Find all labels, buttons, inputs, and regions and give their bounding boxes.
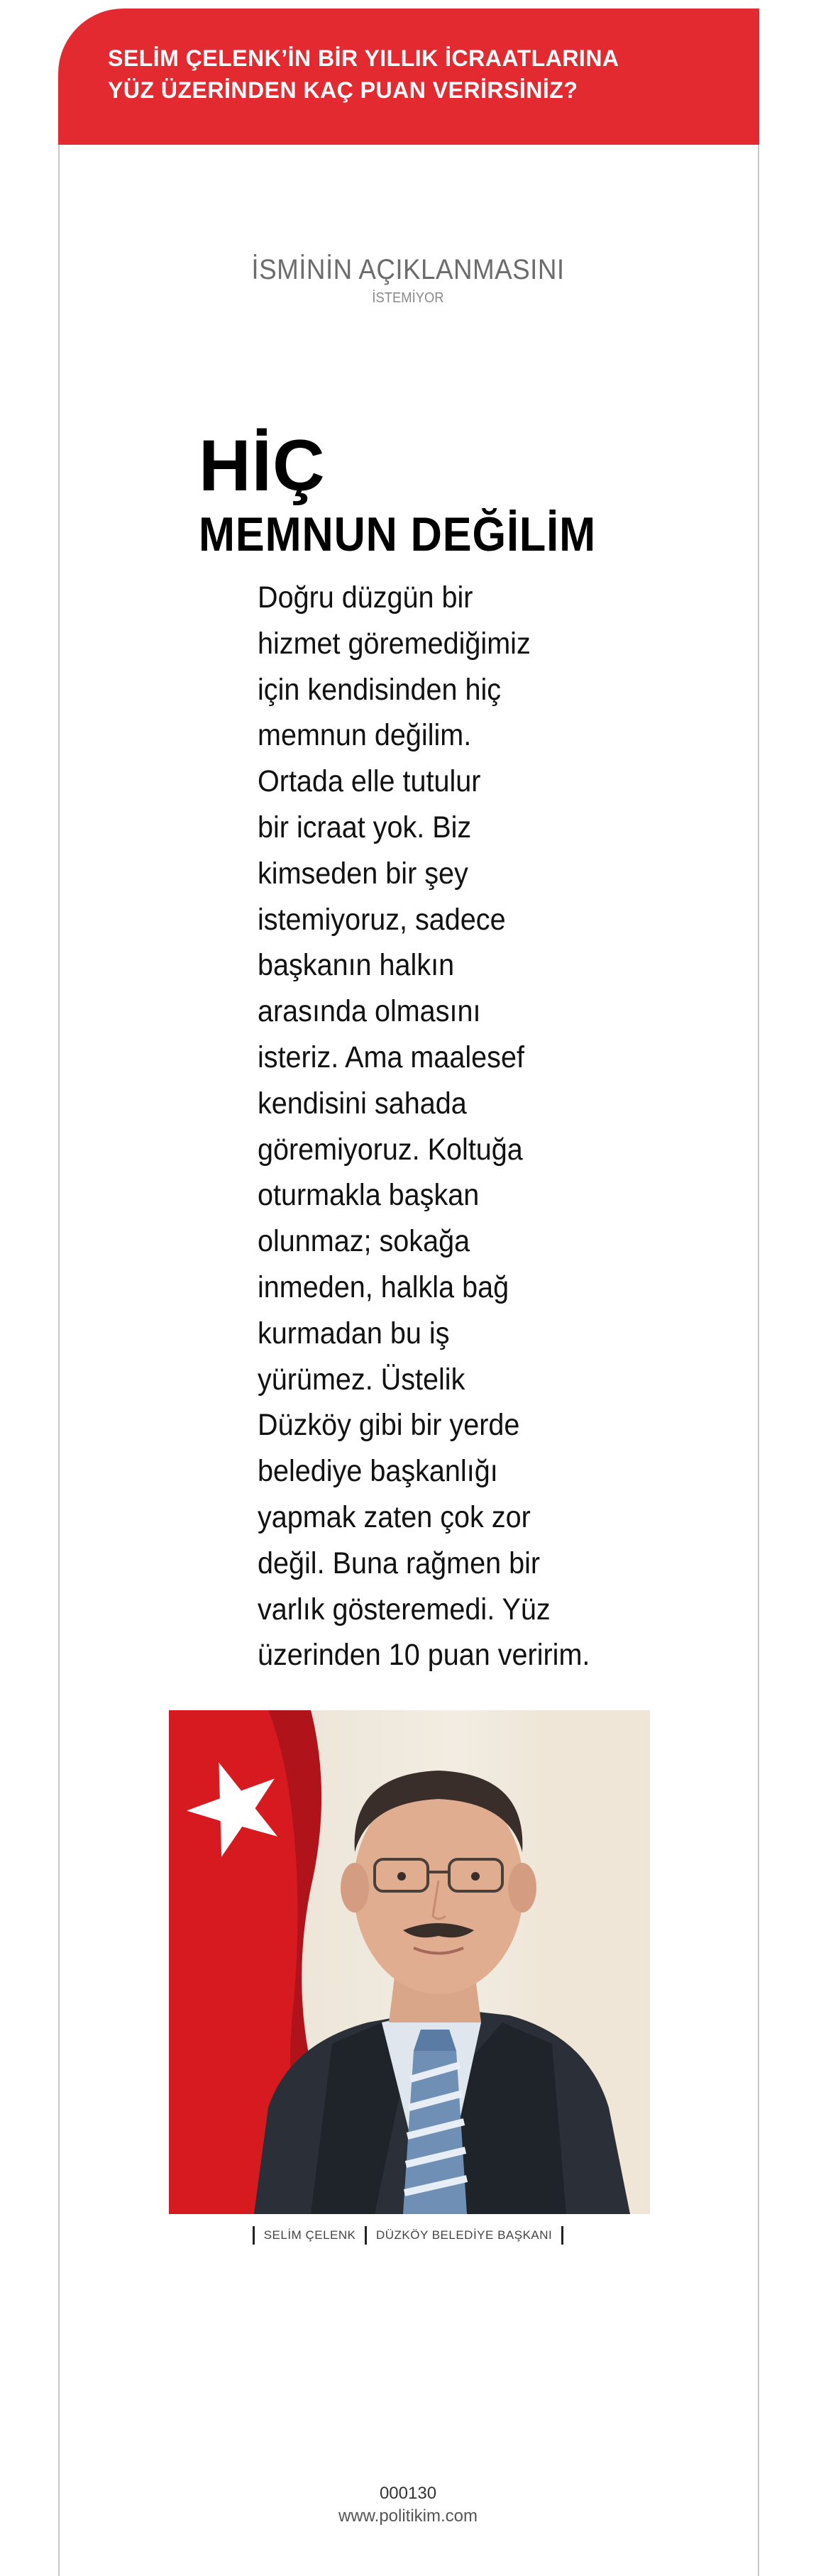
respondent-block bbox=[0, 254, 816, 307]
headline-line-2: MEMNUN DEĞİLİM bbox=[199, 507, 596, 561]
question-banner bbox=[58, 9, 759, 145]
caption-name: SELİM ÇELENK bbox=[263, 2228, 356, 2242]
caption-divider-left bbox=[253, 2226, 255, 2245]
caption-divider-middle bbox=[365, 2226, 367, 2245]
headline-line-1: HİÇ bbox=[199, 425, 326, 506]
respondent-subtitle: İSTEMİYOR bbox=[372, 290, 444, 306]
portrait-photo bbox=[169, 1710, 650, 2214]
headline bbox=[199, 426, 640, 563]
banner-question bbox=[108, 43, 619, 106]
footer bbox=[0, 2482, 816, 2528]
footer-website-link[interactable]: www.politikim.com bbox=[338, 2506, 478, 2526]
portrait-illustration bbox=[169, 1710, 650, 2214]
frame-left-border bbox=[58, 142, 60, 2576]
caption-divider-right bbox=[561, 2226, 563, 2245]
footer-code: 000130 bbox=[379, 2484, 437, 2503]
photo-caption bbox=[0, 2226, 816, 2245]
quote-body: Doğru düzgün bir hizmet göremediğimiz için kendisinden hiç memnun değilim. Ortada elle tutulur bir icraat yok. Biz kimseden bir şey istemiyoruz, sadece başkanın halkın arasında olmasını isteriz. Ama maalesef kendisini sahada göremiyoruz. Koltuğa oturmakla başkan olunmaz; sokağa inmeden, halkla bağ kurmadan bu iş yürümez. Üstelik Düzköy gibi bir yerde belediye başkanlığı yapmak zaten çok zor değil. Buna rağmen bir varlık gösteremedi. Yüz üzerinden 10 puan veririm. bbox=[258, 580, 590, 1673]
frame-right-border bbox=[758, 142, 759, 2576]
respondent-name: İSMİNİN AÇIKLANMASINI bbox=[251, 254, 565, 285]
banner-line-2: YÜZ ÜZERİNDEN KAÇ PUAN VERİRSİNİZ? bbox=[108, 77, 578, 103]
caption-title: DÜZKÖY BELEDİYE BAŞKANI bbox=[375, 2228, 553, 2242]
banner-line-1: SELİM ÇELENK’İN BİR YILLIK İCRAATLARINA bbox=[108, 45, 619, 71]
